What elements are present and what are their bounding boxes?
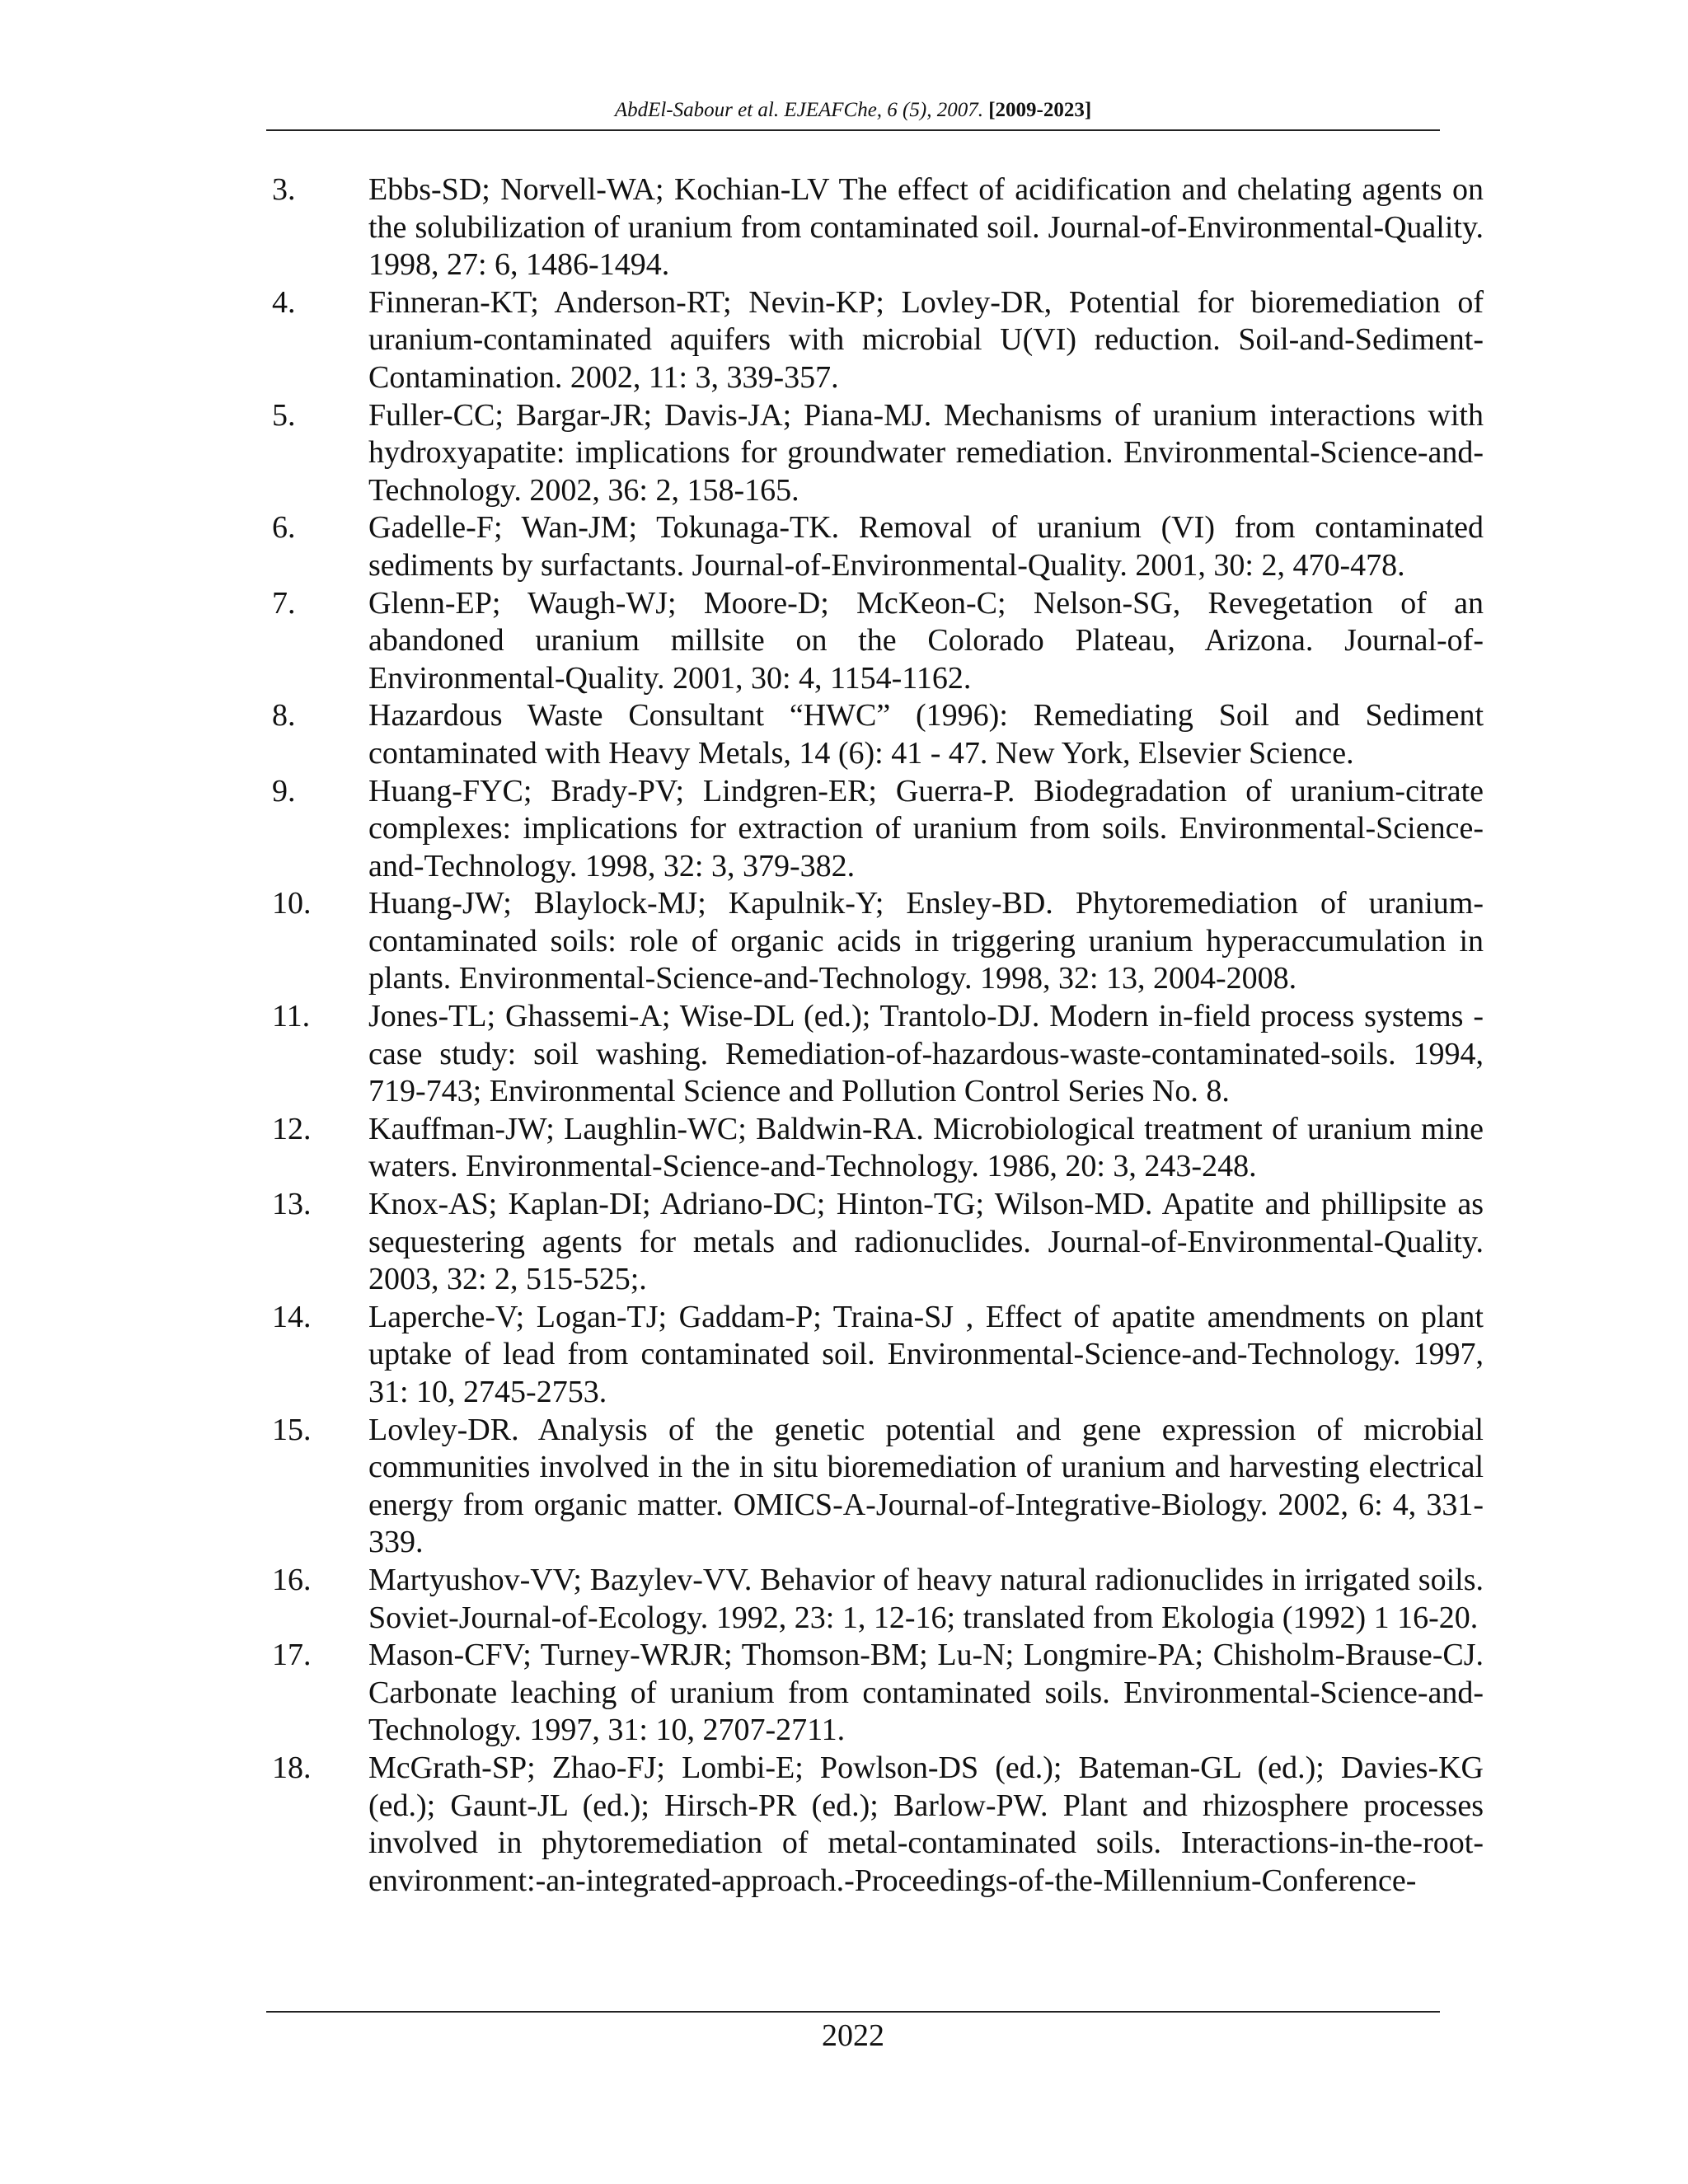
reference-item bbox=[272, 284, 1484, 397]
reference-item bbox=[272, 885, 1484, 998]
reference-text: Gadelle-F; Wan-JM; Tokunaga-TK. Removal of uranium (VI) from contaminated sediments by surfactants. Journal-of-Environmental-Quality. 2001, 30: 2, 470-478. bbox=[368, 510, 1484, 583]
header-page-range: [2009-2023] bbox=[988, 99, 1092, 121]
reference-number: 6. bbox=[272, 510, 296, 546]
reference-text: Ebbs-SD; Norvell-WA; Kochian-LV The effect of acidification and chelating agents on the solubilization of uranium from contaminated soil. Journal-of-Environmental-Quality. 1998, 27: 6, 1486-1494. bbox=[368, 172, 1484, 283]
reference-text: Huang-JW; Blaylock-MJ; Kapulnik-Y; Ensley-BD. Phytoremediation of uranium-contaminated soils: role of organic acids in triggering uranium hyperaccumulation in plants. Environmental-Science-and-Technology. 1998, 32: 13, 2004-2008. bbox=[368, 886, 1484, 996]
reference-number: 13. bbox=[272, 1187, 312, 1222]
reference-number: 16. bbox=[272, 1562, 312, 1597]
reference-item bbox=[272, 1562, 1484, 1637]
reference-text: Fuller-CC; Bargar-JR; Davis-JA; Piana-MJ. Mechanisms of uranium interactions with hydroxyapatite: implications for groundwater remediation. Environmental-Science-and-Technology. 2002, 36: 2, 158-165. bbox=[368, 397, 1484, 508]
reference-number: 3. bbox=[272, 172, 296, 207]
reference-text: McGrath-SP; Zhao-FJ; Lombi-E; Powlson-DS (ed.); Bateman-GL (ed.); Davies-KG (ed.); Gaunt-JL (ed.); Hirsch-PR (ed.); Barlow-PW. Plant and rhizosphere processes involved in phytoremediation of metal-contaminated soils. Interactions-in-the-root-environment:-an-integrated-approach.-Proceedings-of-the-Millennium-Conference- bbox=[368, 1750, 1484, 1898]
reference-text: Kauffman-JW; Laughlin-WC; Baldwin-RA. Microbiological treatment of uranium mine waters. Environmental-Science-and-Technology. 1986, 20: 3, 243-248. bbox=[368, 1111, 1484, 1184]
reference-item bbox=[272, 1750, 1484, 1900]
reference-item bbox=[272, 998, 1484, 1111]
header-rule bbox=[266, 129, 1440, 131]
reference-list bbox=[272, 171, 1484, 1900]
reference-number: 9. bbox=[272, 773, 296, 808]
footer-rule bbox=[266, 2011, 1440, 2013]
reference-text: Laperche-V; Logan-TJ; Gaddam-P; Traina-SJ , Effect of apatite amendments on plant uptake of lead from contaminated soil. Environmental-Science-and-Technology. 1997, 31: 10, 2745-2753. bbox=[368, 1299, 1484, 1409]
reference-item bbox=[272, 585, 1484, 698]
reference-item bbox=[272, 397, 1484, 510]
reference-text: Glenn-EP; Waugh-WJ; Moore-D; McKeon-C; Nelson-SG, Revegetation of an abandoned uranium millsite on the Colorado Plateau, Arizona. Journal-of-Environmental-Quality. 2001, 30: 4, 1154-1162. bbox=[368, 585, 1484, 696]
reference-item bbox=[272, 773, 1484, 886]
reference-item bbox=[272, 1412, 1484, 1562]
reference-item bbox=[272, 697, 1484, 772]
reference-item bbox=[272, 1111, 1484, 1186]
reference-item bbox=[272, 171, 1484, 284]
reference-item bbox=[272, 509, 1484, 584]
reference-text: Knox-AS; Kaplan-DI; Adriano-DC; Hinton-TG; Wilson-MD. Apatite and phillipsite as sequestering agents for metals and radionuclides. Journal-of-Environmental-Quality. 2003, 32: 2, 515-525;. bbox=[368, 1187, 1484, 1297]
reference-number: 14. bbox=[272, 1299, 312, 1334]
reference-text: Huang-FYC; Brady-PV; Lindgren-ER; Guerra-P. Biodegradation of uranium-citrate complexes: implications for extraction of uranium from soils. Environmental-Science-and-Technology. 1998, 32: 3, 379-382. bbox=[368, 773, 1484, 883]
reference-item bbox=[272, 1299, 1484, 1412]
reference-text: Jones-TL; Ghassemi-A; Wise-DL (ed.); Trantolo-DJ. Modern in-field process systems - case study: soil washing. Remediation-of-hazardous-waste-contaminated-soils. 1994, 719-743; Environmental Science and Pollution Control Series No. 8. bbox=[368, 999, 1484, 1109]
reference-text: Hazardous Waste Consultant “HWC” (1996): Remediating Soil and Sediment contaminated with Heavy Metals, 14 (6): 41 - 47. New York, Elsevier Science. bbox=[368, 698, 1484, 771]
reference-number: 12. bbox=[272, 1111, 312, 1146]
header-citation: AbdEl-Sabour et al. EJEAFChe, 6 (5), 2007. bbox=[614, 99, 983, 121]
reference-text: Mason-CFV; Turney-WRJR; Thomson-BM; Lu-N; Longmire-PA; Chisholm-Brause-CJ. Carbonate leaching of uranium from contaminated soils. Environmental-Science-and-Technology. 1997, 31: 10, 2707-2711. bbox=[368, 1638, 1484, 1748]
reference-number: 15. bbox=[272, 1412, 312, 1447]
reference-item bbox=[272, 1186, 1484, 1299]
page-number: 2022 bbox=[822, 2018, 884, 2053]
reference-number: 4. bbox=[272, 284, 296, 320]
running-header bbox=[266, 96, 1440, 124]
reference-text: Lovley-DR. Analysis of the genetic potential and gene expression of microbial communities involved in the in situ bioremediation of uranium and harvesting electrical energy from organic matter. OMICS-A-Journal-of-Integrative-Biology. 2002, 6: 4, 331-339. bbox=[368, 1412, 1484, 1560]
reference-text: Finneran-KT; Anderson-RT; Nevin-KP; Lovley-DR, Potential for bioremediation of uranium-contaminated aquifers with microbial U(VI) reduction. Soil-and-Sediment-Contamination. 2002, 11: 3, 339-357. bbox=[368, 284, 1484, 395]
reference-number: 17. bbox=[272, 1638, 312, 1673]
reference-number: 5. bbox=[272, 397, 296, 433]
reference-number: 18. bbox=[272, 1750, 312, 1785]
reference-number: 11. bbox=[272, 999, 311, 1034]
reference-item bbox=[272, 1637, 1484, 1750]
reference-number: 7. bbox=[272, 585, 296, 621]
reference-number: 10. bbox=[272, 886, 312, 921]
reference-text: Martyushov-VV; Bazylev-VV. Behavior of heavy natural radionuclides in irrigated soils. Soviet-Journal-of-Ecology. 1992, 23: 1, 12-16; translated from Ekologia (1992) 1 16-20. bbox=[368, 1562, 1484, 1635]
reference-number: 8. bbox=[272, 698, 296, 733]
